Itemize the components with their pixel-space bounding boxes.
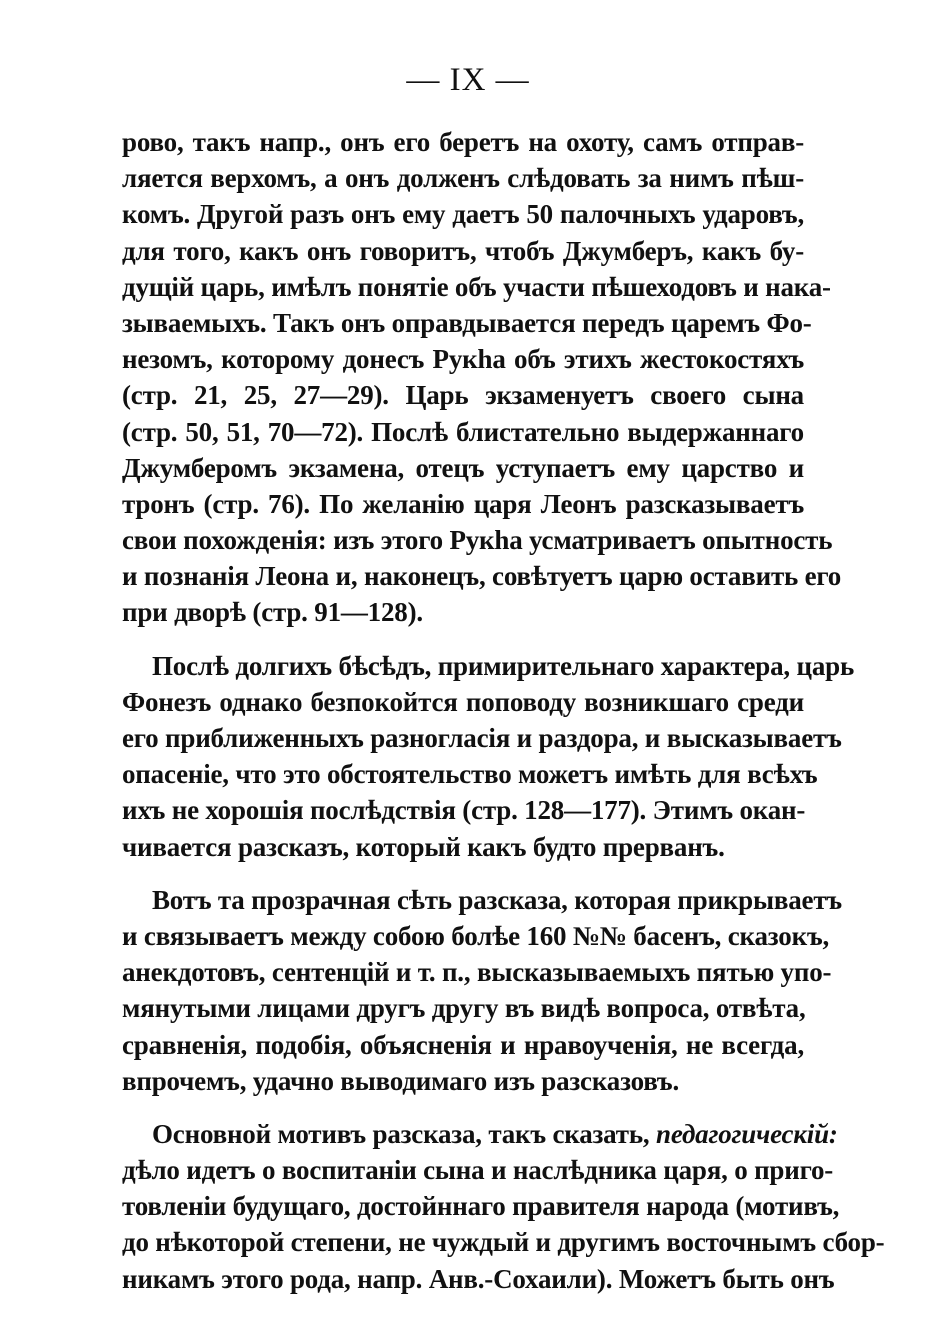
text-line: рово, такъ напр., онъ его беретъ на охоту, самъ отправ- (122, 127, 804, 157)
text-line: свои похожденія: изъ этого Рукhа усматриваетъ опытность (122, 525, 833, 556)
text-line: его приближенныхъ разногласія и раздора, и высказываетъ (122, 723, 842, 753)
text-line: Послѣ долгихъ бѣсѣдъ, примирительнаго характера, царь (152, 650, 855, 681)
text-line: и познанія Леона и, наконецъ, совѣтуетъ царю оставить его (122, 561, 842, 592)
page-number-header: — IX — (406, 62, 530, 98)
text-line: товленіи будущаго, достойннаго правителя народа (мотивъ, (122, 1191, 840, 1222)
text-line: ихъ не хорошія послѣдствія (стр. 128—177). Этимъ окан- (122, 795, 806, 826)
text-line: ляется верхомъ, а онъ долженъ слѣдовать за нимъ пѣш- (122, 163, 804, 194)
text-line: до нѣкоторой степени, не чуждый и другимъ восточнымъ сбор- (122, 1227, 885, 1258)
text-line: Фонезъ однако безпокойтся поповоду возникшаго среди (122, 686, 804, 717)
paragraph (122, 1116, 885, 1297)
paragraph-gap (122, 1099, 804, 1116)
text-line: никамъ этого рода, напр. Анв.-Сохаили). Можетъ быть онъ (122, 1263, 835, 1294)
text-line: и связываетъ между собою болѣе 160 №№ басенъ, сказокъ, (122, 920, 830, 951)
text-line: сравненія, подобія, объясненія и нравоученія, не всегда, (122, 1029, 804, 1060)
text-line: (стр. 21, 25, 27—29). Царь экзаменуетъ своего сына (122, 380, 804, 411)
text-line: зываемыхъ. Такъ онъ оправдывается передъ царемъ Фо- (122, 307, 812, 338)
text-line: комъ. Другой разъ онъ ему даетъ 50 палочныхъ ударовъ, (122, 199, 804, 230)
paragraph (122, 882, 842, 1099)
text-line: Джумберомъ экзамена, отецъ уступаетъ ему царство и (122, 452, 804, 483)
paragraph (122, 648, 855, 865)
text-line: опасеніе, что это обстоятельство можетъ имѣть для всѣхъ (122, 759, 818, 790)
text-line: Вотъ та прозрачная сѣть разсказа, которая прикрываетъ (152, 884, 842, 915)
body-text (122, 124, 885, 1297)
italic-term: педагогическій: (656, 1118, 838, 1149)
text-line: чивается разсказъ, который какъ будто прерванъ. (122, 831, 725, 862)
paragraph-gap (122, 865, 804, 882)
text-line: дѣло идетъ о воспитаніи сына и наслѣдника царя, о приго- (122, 1155, 834, 1186)
text-line (122, 1116, 838, 1152)
text-line: незомъ, которому донесъ Рукhа объ этихъ жестокостяхъ (122, 344, 804, 375)
paragraph (122, 124, 842, 631)
text-line: для того, какъ онъ говоритъ, чтобъ Джумберъ, какъ бу- (122, 235, 804, 266)
text-line: при дворѣ (стр. 91—128). (122, 597, 423, 628)
text-line: тронъ (стр. 76). По желанію царя Леонъ разсказываетъ (122, 488, 804, 519)
paragraph-gap (122, 631, 804, 648)
text-line: мянутыми лицами другъ другу въ видѣ вопроса, отвѣта, (122, 993, 806, 1024)
text-line: впрочемъ, удачно выводимаго изъ разсказовъ. (122, 1065, 680, 1096)
text-line: дущій царь, имѣлъ понятіе объ участи пѣшеходовъ и нака- (122, 271, 831, 302)
text-run: Основной мотивъ разсказа, такъ сказать, (152, 1118, 650, 1149)
text-line: анекдотовъ, сентенцій и т. п., высказываемыхъ пятью упо- (122, 957, 832, 988)
text-line: (стр. 50, 51, 70—72). Послѣ блистательно выдержаннаго (122, 416, 804, 447)
